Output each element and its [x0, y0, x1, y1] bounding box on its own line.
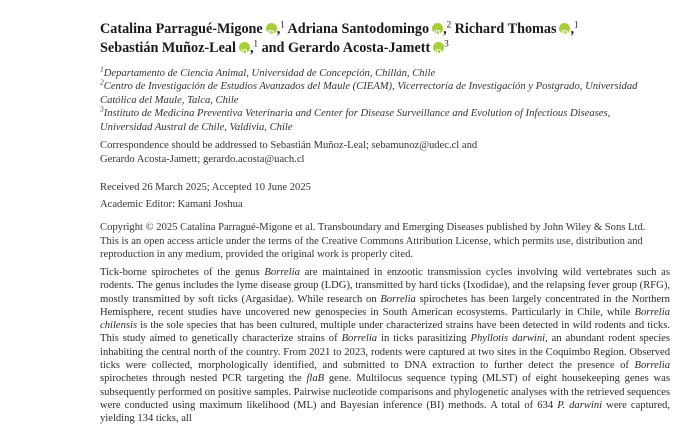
orcid-icon[interactable]: [432, 23, 443, 34]
academic-editor: Academic Editor: Kamani Joshua: [100, 199, 243, 210]
author: Sebastián Muñoz-LealiD ,$^1$: [100, 40, 258, 56]
author: Richard ThomasiD ,$^1$: [455, 21, 579, 37]
author-and: and: [261, 40, 285, 56]
orcid-icon[interactable]: [433, 42, 444, 53]
copyright-notice: Copyright © 2025 Catalina Parragué-Migone et al. Transboundary and Emerging Diseases published by John Wiley & Sons Ltd. This is an open access article under the terms of the Creative Commons Attribution License, which permits use, distribution and reproduction in any medium, provided the original work is properly cited.: [100, 222, 646, 260]
affiliations: [100, 64, 660, 134]
affiliation: $^1$Departamento de Ciencia Animal, Universidad de Concepción, Chillán, Chile: [100, 64, 436, 79]
correspondence: [100, 139, 660, 166]
author-list: [100, 20, 660, 58]
author: Gerardo Acosta-JamettiD $^3$: [288, 40, 449, 56]
orcid-icon[interactable]: [266, 23, 277, 34]
orcid-icon[interactable]: [559, 23, 570, 34]
correspondence-line: Correspondence should be addressed to Sebastián Muñoz-Leal; sebamunoz@udec.cl and: [100, 140, 478, 151]
abstract: Tick-borne spirochetes of the genus Borrelia are maintained in enzootic transmission cycles involving wild vertebrates such as rodents. The genus includes the lyme disease group (LDG), transmitted by hard ticks (Ixodidae), and the relapsing fever group (RFG), mostly transmitted by soft ticks (Argasidae). While research on Borrelia spirochetes has been largely concentrated in the Northern Hemisphere, recent studies have uncovered new genospecies in South American ecosystems. Particularly in Chile, while Borrelia chilensis is the sole species that has been cultured, multiple under characterized strains have been detected in wild rodents and ticks. This study aimed to genetically characterize strains of Borrelia in ticks parasitizing Phyllotis darwini, an abundant rodent species inhabiting the central north of the country. From 2021 to 2023, rodents were captured at two sites in the Coquimbo Region. Observed ticks were collected, morphologically identified, and submitted to DNA extraction to further detect the presence of Borrelia spirochetes through nested PCR targeting the flaB gene. Multilocus sequence typing (MLST) of eight housekeeping genes was subsequently performed on positive samples. Pairwise nucleotide comparisons and phylogenetic analyses with the retrieved sequences were conducted using maximum likelihood (ML) and Bayesian inference (BI) methods. A total of 634 P. darwini were captured, yielding 134 ticks, all: [100, 267, 670, 425]
received-accepted-dates: Received 26 March 2025; Accepted 10 June 2025: [100, 182, 311, 193]
affiliation: $^3$Instituto de Medicina Preventiva Veterinaria and Center for Disease Surveillance and Evolution of Infectious Diseases, Universidad Austral de Chile, Valdivia, Chile: [100, 104, 611, 133]
orcid-icon[interactable]: [239, 42, 250, 53]
author: Catalina Parragué-MigoneiD ,$^1$: [100, 21, 285, 37]
correspondence-line: Gerardo Acosta-Jamett; gerardo.acosta@uach.cl: [100, 153, 305, 165]
affiliation: $^2$Centro de Investigación de Estudios Avanzados del Maule (CIEAM), Vicerrectoría de Investigación y Postgrado, Universidad Católica del Maule, Talca, Chile: [100, 77, 638, 106]
author: Adriana SantodomingoiD ,$^2$: [288, 21, 452, 37]
